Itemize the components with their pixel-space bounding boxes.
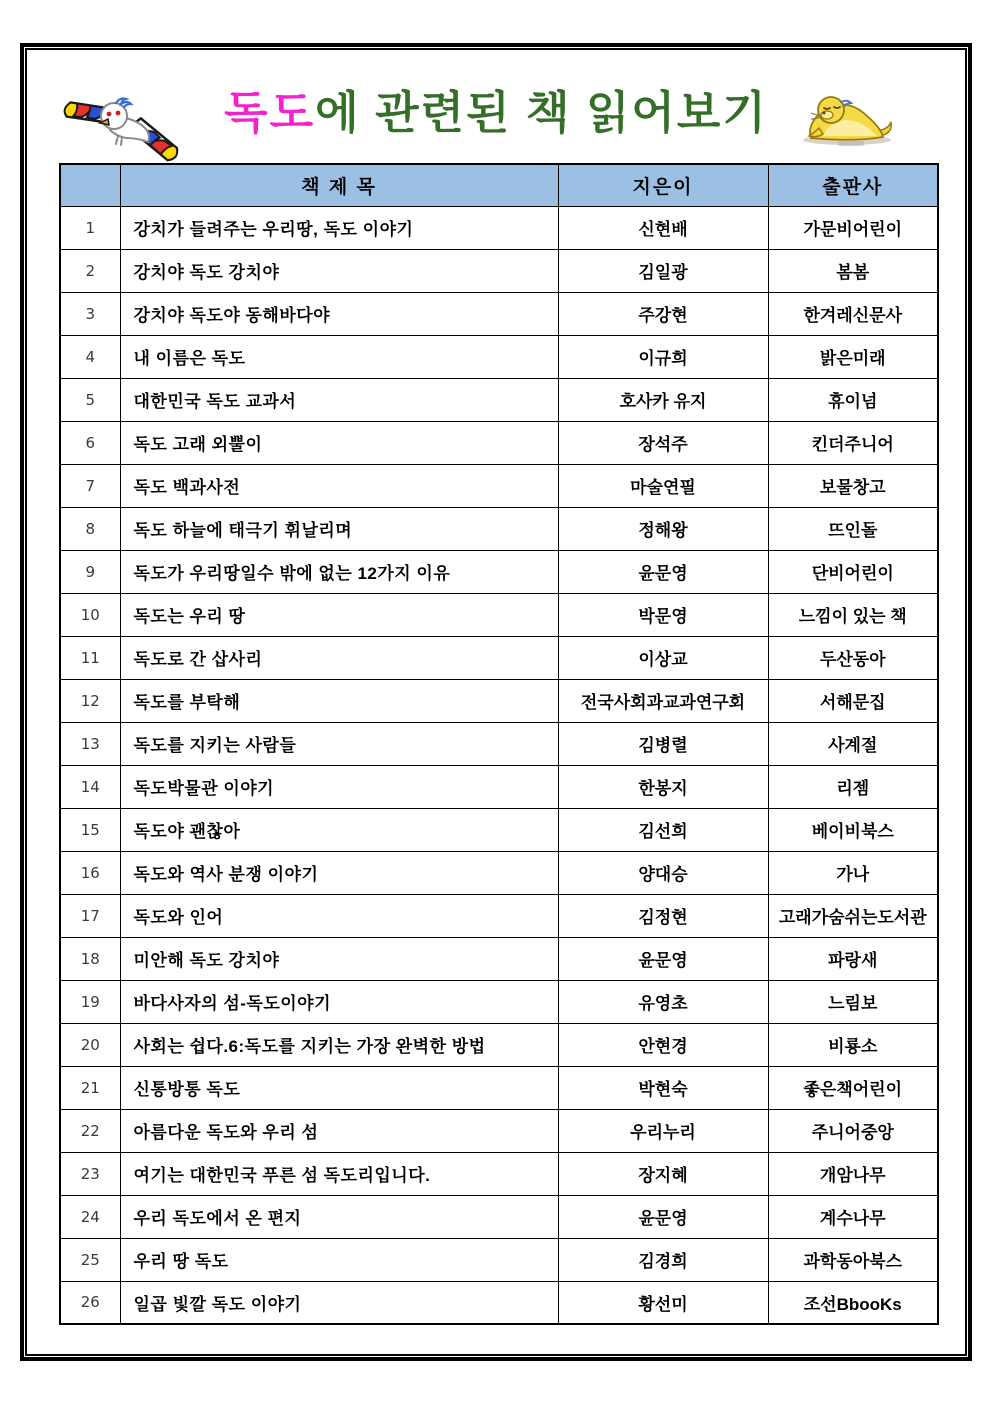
page-title-rest: 에 관련된 책 읽어보기 — [315, 87, 768, 138]
cell-title: 독도는 우리 땅 — [120, 593, 558, 636]
cell-title: 독도 백과사전 — [120, 464, 558, 507]
header-cell-title: 책 제 목 — [120, 164, 558, 206]
cell-author: 정해왕 — [558, 507, 768, 550]
cell-title: 여기는 대한민국 푸른 섬 독도리입니다. — [120, 1152, 558, 1195]
cell-author: 김경희 — [558, 1238, 768, 1281]
cell-title: 바다사자의 섬-독도이야기 — [120, 980, 558, 1023]
table-row — [60, 851, 938, 894]
cell-no: 5 — [60, 378, 120, 421]
cell-author: 박현숙 — [558, 1066, 768, 1109]
table-row — [60, 1023, 938, 1066]
table-row — [60, 378, 938, 421]
cell-publisher: 두산동아 — [768, 636, 938, 679]
cell-title: 아름다운 독도와 우리 섬 — [120, 1109, 558, 1152]
cell-publisher: 뜨인돌 — [768, 507, 938, 550]
cell-publisher: 단비어린이 — [768, 550, 938, 593]
cell-publisher: 개암나무 — [768, 1152, 938, 1195]
cell-no: 17 — [60, 894, 120, 937]
table-row — [60, 335, 938, 378]
table-row — [60, 1281, 938, 1324]
table-row — [60, 722, 938, 765]
table-row — [60, 507, 938, 550]
cell-author: 우리누리 — [558, 1109, 768, 1152]
cell-author: 장석주 — [558, 421, 768, 464]
cell-title: 독도가 우리땅일수 밖에 없는 12가지 이유 — [120, 550, 558, 593]
cell-title: 독도를 부탁해 — [120, 679, 558, 722]
cell-publisher: 계수나무 — [768, 1195, 938, 1238]
cell-title: 강치가 들려주는 우리땅, 독도 이야기 — [120, 206, 558, 249]
table-row — [60, 292, 938, 335]
cell-title: 강치야 독도야 동해바다야 — [120, 292, 558, 335]
cell-author: 김병렬 — [558, 722, 768, 765]
cell-no: 23 — [60, 1152, 120, 1195]
cell-title: 우리 독도에서 온 편지 — [120, 1195, 558, 1238]
cell-author: 장지혜 — [558, 1152, 768, 1195]
cell-title: 독도박물관 이야기 — [120, 765, 558, 808]
table-row — [60, 980, 938, 1023]
book-table-body — [60, 206, 938, 1324]
cell-no: 26 — [60, 1281, 120, 1324]
cell-no: 19 — [60, 980, 120, 1023]
table-row — [60, 249, 938, 292]
cell-no: 7 — [60, 464, 120, 507]
table-row — [60, 421, 938, 464]
cell-publisher: 가문비어린이 — [768, 206, 938, 249]
cell-publisher: 과학동아북스 — [768, 1238, 938, 1281]
cell-author: 윤문영 — [558, 1195, 768, 1238]
table-header-row — [60, 164, 938, 206]
cell-author: 이규희 — [558, 335, 768, 378]
cell-author: 양대승 — [558, 851, 768, 894]
cell-publisher: 사계절 — [768, 722, 938, 765]
cell-no: 1 — [60, 206, 120, 249]
cell-author: 전국사회과교과연구회 — [558, 679, 768, 722]
cell-publisher: 보물창고 — [768, 464, 938, 507]
cell-no: 25 — [60, 1238, 120, 1281]
cell-publisher: 봄봄 — [768, 249, 938, 292]
cell-no: 3 — [60, 292, 120, 335]
cell-author: 주강현 — [558, 292, 768, 335]
cell-publisher: 파랑새 — [768, 937, 938, 980]
cell-title: 강치야 독도 강치야 — [120, 249, 558, 292]
table-row — [60, 464, 938, 507]
cell-title: 독도를 지키는 사람들 — [120, 722, 558, 765]
cell-author: 마술연필 — [558, 464, 768, 507]
cell-no: 12 — [60, 679, 120, 722]
cell-title: 독도야 괜찮아 — [120, 808, 558, 851]
table-row — [60, 593, 938, 636]
cell-publisher: 주니어중앙 — [768, 1109, 938, 1152]
table-row — [60, 550, 938, 593]
table-row — [60, 765, 938, 808]
cell-author: 호사카 유지 — [558, 378, 768, 421]
cell-title: 사회는 쉽다.6:독도를 지키는 가장 완벽한 방법 — [120, 1023, 558, 1066]
cell-no: 21 — [60, 1066, 120, 1109]
cell-no: 14 — [60, 765, 120, 808]
cell-publisher: 비룡소 — [768, 1023, 938, 1066]
cell-author: 황선미 — [558, 1281, 768, 1324]
cell-title: 일곱 빛깔 독도 이야기 — [120, 1281, 558, 1324]
header-cell-publisher: 출판사 — [768, 164, 938, 206]
cell-publisher: 느낌이 있는 책 — [768, 593, 938, 636]
cell-author: 박문영 — [558, 593, 768, 636]
cell-no: 2 — [60, 249, 120, 292]
cell-no: 9 — [60, 550, 120, 593]
cell-title: 독도로 간 삽사리 — [120, 636, 558, 679]
table-row — [60, 1152, 938, 1195]
header-cell-no — [60, 164, 120, 206]
cell-publisher: 리젬 — [768, 765, 938, 808]
table-row — [60, 808, 938, 851]
table-row — [60, 679, 938, 722]
cell-author: 신현배 — [558, 206, 768, 249]
cell-title: 독도와 역사 분쟁 이야기 — [120, 851, 558, 894]
cell-title: 독도 고래 외뿔이 — [120, 421, 558, 464]
cell-publisher: 베이비북스 — [768, 808, 938, 851]
cell-publisher: 조선BbooKs — [768, 1281, 938, 1324]
cell-no: 13 — [60, 722, 120, 765]
cell-no: 16 — [60, 851, 120, 894]
table-row — [60, 206, 938, 249]
cell-author: 김선희 — [558, 808, 768, 851]
table-row — [60, 1195, 938, 1238]
cell-author: 김정현 — [558, 894, 768, 937]
cell-publisher: 킨더주니어 — [768, 421, 938, 464]
cell-publisher: 서해문집 — [768, 679, 938, 722]
cell-author: 안현경 — [558, 1023, 768, 1066]
sealion-caption — [838, 141, 864, 146]
page-title-highlight: 독도 — [224, 87, 316, 138]
cell-no: 15 — [60, 808, 120, 851]
table-header — [60, 164, 938, 206]
cell-title: 신통방통 독도 — [120, 1066, 558, 1109]
cell-publisher: 밝은미래 — [768, 335, 938, 378]
cell-author: 이상교 — [558, 636, 768, 679]
table-row — [60, 636, 938, 679]
cell-publisher: 휴이넘 — [768, 378, 938, 421]
table-row — [60, 1238, 938, 1281]
table-row — [60, 937, 938, 980]
table-row — [60, 1066, 938, 1109]
book-table — [59, 163, 939, 1325]
cell-no: 4 — [60, 335, 120, 378]
table-row — [60, 894, 938, 937]
cell-publisher: 느림보 — [768, 980, 938, 1023]
cell-author: 윤문영 — [558, 550, 768, 593]
cell-no: 11 — [60, 636, 120, 679]
cell-no: 18 — [60, 937, 120, 980]
cell-publisher: 가나 — [768, 851, 938, 894]
cell-no: 10 — [60, 593, 120, 636]
cell-publisher: 한겨레신문사 — [768, 292, 938, 335]
cell-title: 독도와 인어 — [120, 894, 558, 937]
header-cell-author: 지은이 — [558, 164, 768, 206]
cell-title: 대한민국 독도 교과서 — [120, 378, 558, 421]
cell-no: 22 — [60, 1109, 120, 1152]
cell-author: 유영초 — [558, 980, 768, 1023]
cell-no: 24 — [60, 1195, 120, 1238]
cell-title: 내 이름은 독도 — [120, 335, 558, 378]
cell-no: 8 — [60, 507, 120, 550]
cell-author: 김일광 — [558, 249, 768, 292]
cell-no: 20 — [60, 1023, 120, 1066]
cell-title: 우리 땅 독도 — [120, 1238, 558, 1281]
cell-no: 6 — [60, 421, 120, 464]
cell-author: 윤문영 — [558, 937, 768, 980]
cell-title: 미안해 독도 강치야 — [120, 937, 558, 980]
table-row — [60, 1109, 938, 1152]
cell-publisher: 고래가숨쉬는도서관 — [768, 894, 938, 937]
cell-title: 독도 하늘에 태극기 휘날리며 — [120, 507, 558, 550]
cell-author: 한봉지 — [558, 765, 768, 808]
cell-publisher: 좋은책어린이 — [768, 1066, 938, 1109]
